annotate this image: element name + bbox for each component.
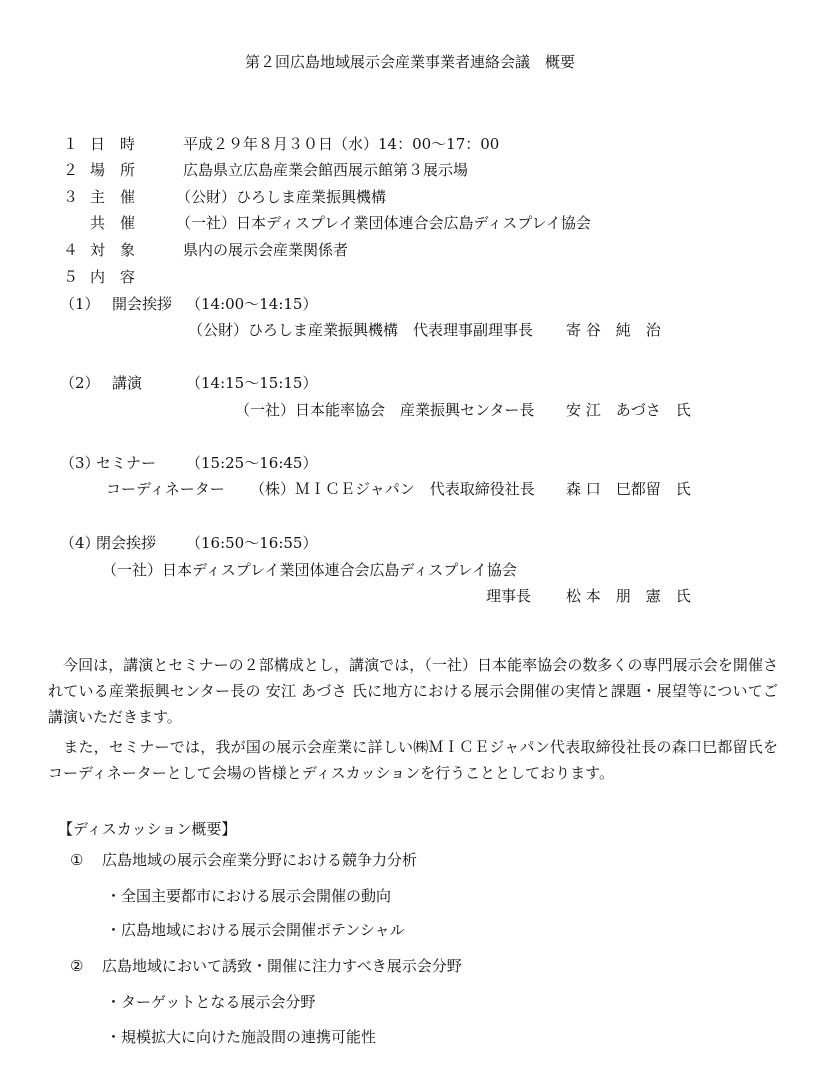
program-org: （一社）日本能率協会 産業振興センター長 [235,401,535,419]
program-time: （15:25～16:45） [186,454,318,472]
info-label: 日 時 [90,135,136,153]
program-time: （16:50～16:55） [186,534,318,552]
program-time: （14:00～14:15） [186,295,318,313]
seminar-paragraph: また，セミナーでは，我が国の展示会産業に詳しい㈱ＭＩＣＥジャパン代表取締役社長の森口巳都留氏をコーディネーターとして会場の皆様とディスカッションを行うこととしております。 [48,738,778,782]
discussion-heading: 【ディスカッション概要】 [58,820,237,838]
program-number: （4） [60,534,100,552]
program-org: （株）ＭＩＣＥジャパン 代表取締役社長 [250,480,535,498]
discussion-subitem: ・広島地域における展示会開催ポテンシャル [106,921,405,939]
program-time: （14:15～15:15） [186,374,318,392]
program-number: （3） [60,454,100,472]
discussion-item-text: 広島地域の展示会産業分野における競争力分析 [102,851,418,869]
discussion-subitem: ・ターゲットとなる展示会分野 [106,993,316,1011]
program-name: 閉会挨拶 [96,534,157,552]
info-label: 場 所 [90,161,136,179]
program-role: コーディネーター [106,480,225,498]
info-number: １ [63,135,79,153]
info-number: ４ [63,241,79,259]
info-value: 平成２９年８月３０日（水）14：00～17：00 [183,135,500,153]
program-person: 安 江 あづさ 氏 [566,401,691,419]
info-label: 共 催 [90,214,136,232]
info-number: ２ [63,161,79,179]
program-number: （2） [60,374,100,392]
discussion-item-text: 広島地域において誘致・開催に注力すべき展示会分野 [102,957,462,975]
program-number: （1） [60,295,100,313]
program-person: 森 口 巳都留 氏 [566,480,691,498]
intro-paragraph: 今回は，講演とセミナーの２部構成とし，講演では，（一社）日本能率協会の数多くの専門展示会を開催されている産業振興センター長の 安江 あづさ 氏に地方における展示会開催の実情と課題・展望等についてご講演いただきます。 [48,656,778,726]
program-org: （公財）ひろしま産業振興機構 代表理事副理事長 [188,321,534,339]
info-value: （公財）ひろしま産業振興機構 [176,188,387,206]
program-person: 松 本 朋 憲 氏 [566,587,691,605]
program-org: （一社）日本ディスプレイ業団体連合会広島ディスプレイ協会 [102,561,517,579]
info-label: 主 催 [90,188,136,206]
info-value: 県内の展示会産業関係者 [183,241,349,259]
info-label: 内 容 [90,268,136,286]
discussion-item-number: ① [70,851,84,869]
program-name: 開会挨拶 [112,295,173,313]
program-role: 理事長 [486,587,532,605]
discussion-subitem: ・全国主要都市における展示会開催の動向 [106,887,392,905]
discussion-subitem: ・規模拡大に向けた施設間の連携可能性 [106,1028,377,1046]
program-name: セミナー [96,454,157,472]
discussion-item-number: ② [70,957,84,975]
info-value: 広島県立広島産業会館西展示館第３展示場 [183,161,469,179]
info-number: ３ [63,188,79,206]
program-person: 寄 谷 純 治 [566,321,661,339]
page-title: 第２回広島地域展示会産業事業者連絡会議 概要 [244,53,575,71]
info-label: 対 象 [90,241,136,259]
info-number: ５ [63,268,79,286]
info-value: （一社）日本ディスプレイ業団体連合会広島ディスプレイ協会 [176,214,591,232]
program-name: 講演 [112,374,143,392]
